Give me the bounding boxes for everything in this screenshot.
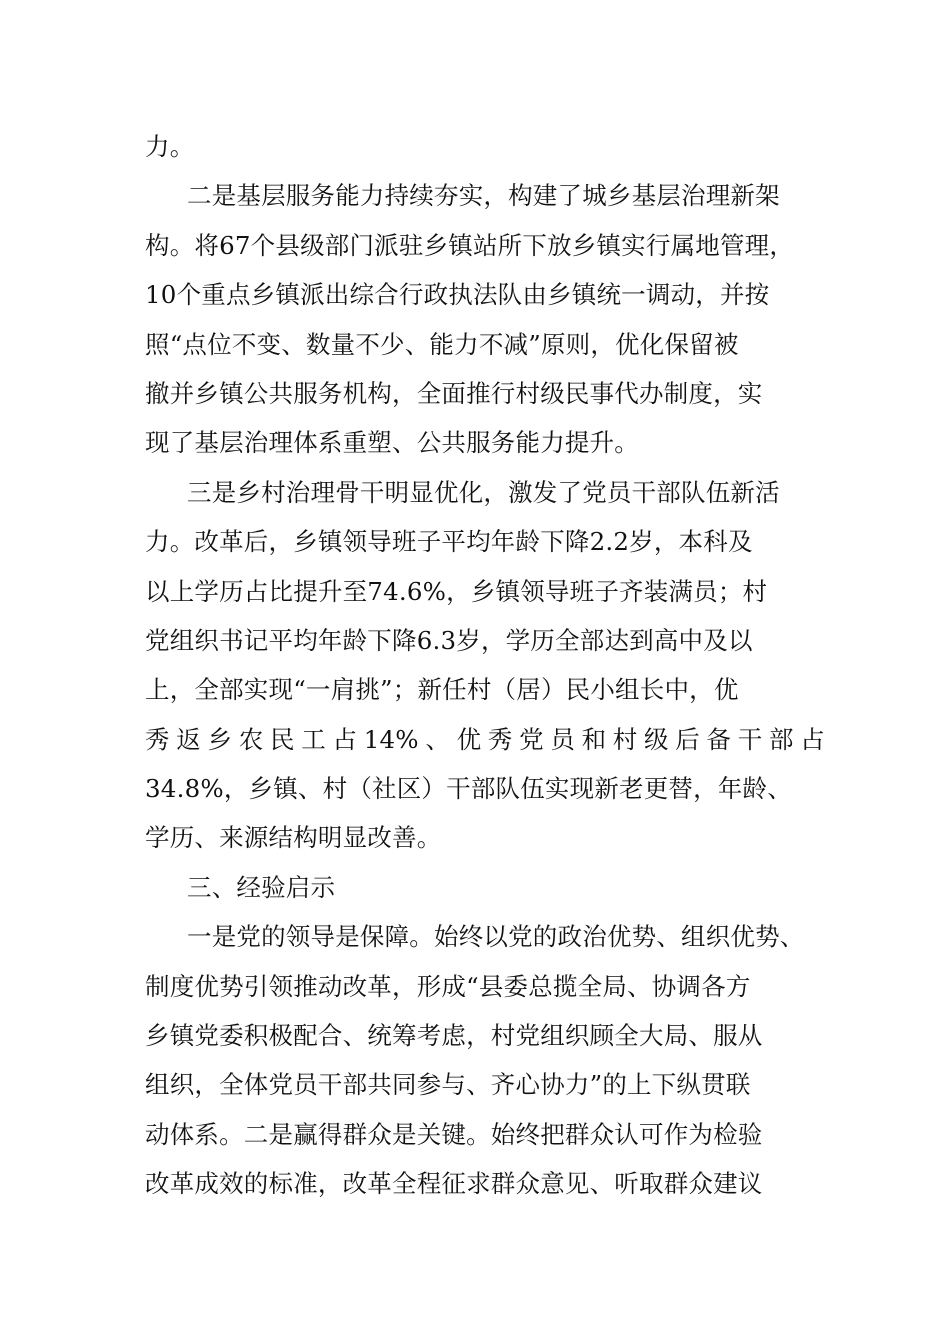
text-line: 撤并乡镇公共服务机构，全面推行村级民事代办制度，实	[145, 378, 763, 408]
text-line: 改革成效的标准，改革全程征求群众意见、听取群众建议	[145, 1169, 763, 1199]
body-text	[145, 122, 825, 1209]
text-line: 34.8%，乡镇、村（社区）干部队伍实现新老更替，年龄、	[145, 774, 792, 804]
text-line: 学历、来源结构明显改善。	[145, 823, 442, 853]
text-line: 以上学历占比提升至74.6%，乡镇领导班子齐装满员；村	[145, 576, 768, 606]
text-line: 10个重点乡镇派出综合行政执法队由乡镇统一调动，并按	[145, 280, 770, 310]
text-line: 照“点位不变、数量不少、能力不减”原则，优化保留被	[145, 329, 739, 359]
text-line: 现了基层治理体系重塑、公共服务能力提升。	[145, 428, 639, 458]
paragraph-start-line: 一是党的领导是保障。始终以党的政治优势、组织优势、	[187, 922, 805, 952]
text-line: 制度优势引领推动改革，形成“县委总揽全局、协调各方	[145, 971, 751, 1001]
text-line: 力。改革后，乡镇领导班子平均年龄下降2.2岁，本科及	[145, 527, 753, 557]
text-line: 上，全部实现“一肩挑”；新任村（居）民小组长中，优	[145, 675, 739, 705]
text-line: 组织，全体党员干部共同参与、齐心协力”的上下纵贯联	[145, 1070, 751, 1100]
section-heading: 三、经验启示	[187, 872, 336, 902]
text-line: 构。将67个县级部门派驻乡镇站所下放乡镇实行属地管理，	[145, 230, 795, 260]
text-line: 秀返乡农民工占14%、优秀党员和村级后备干部占	[145, 724, 825, 754]
text-line: 动体系。二是赢得群众是关键。始终把群众认可作为检验	[145, 1119, 763, 1149]
text-line: 力。	[145, 132, 195, 161]
paragraph-start-line: 三是乡村治理骨干明显优化，激发了党员干部队伍新活	[187, 477, 780, 507]
text-line: 乡镇党委积极配合、统筹考虑，村党组织顾全大局、服从	[145, 1021, 763, 1051]
paragraph-start-line: 二是基层服务能力持续夯实，构建了城乡基层治理新架	[187, 181, 780, 211]
text-line: 党组织书记平均年龄下降6.3岁，学历全部达到高中及以	[145, 625, 753, 655]
